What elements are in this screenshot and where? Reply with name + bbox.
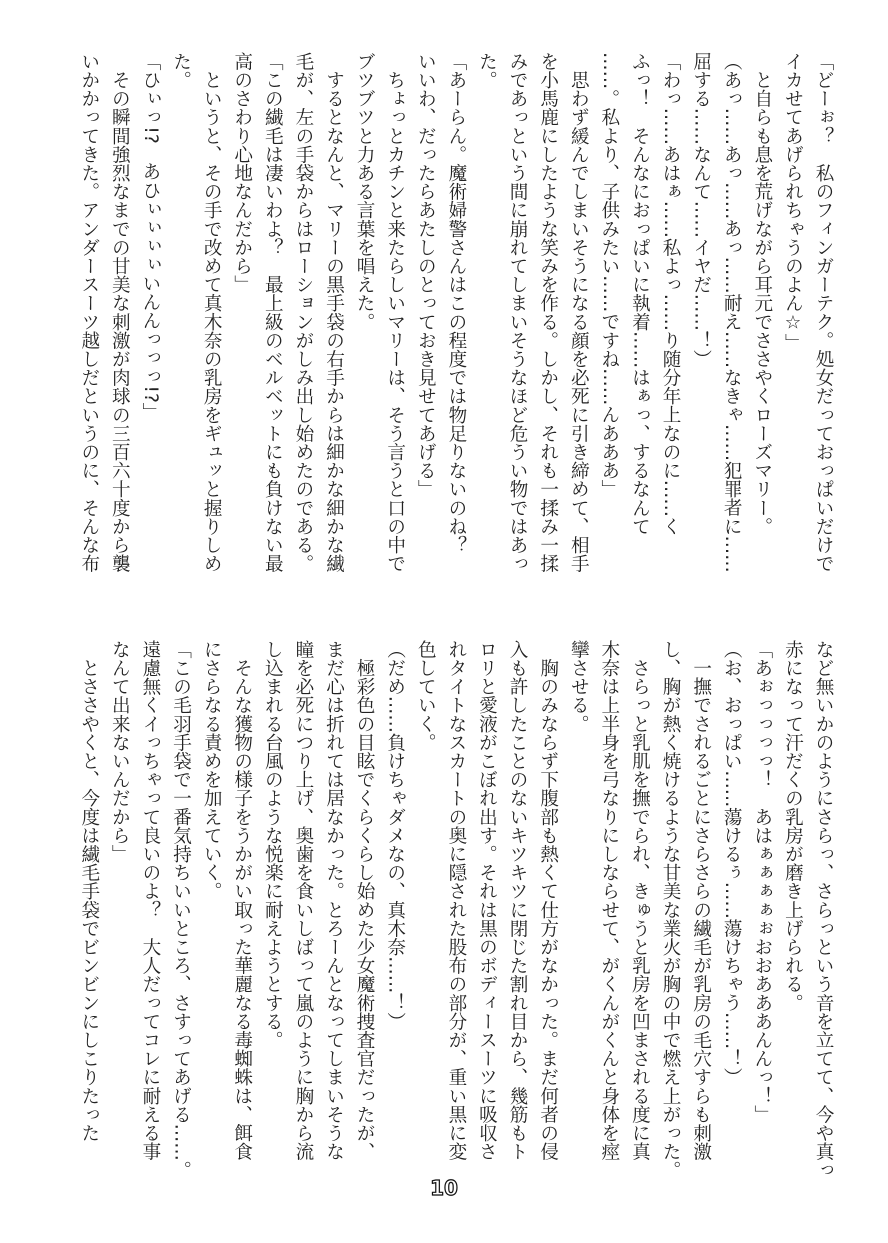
text-column: 「ひぃっ!? あひぃぃぃぃいんんっっっ!?」 xyxy=(139,52,161,422)
text-column: し込まれる台風のような悦楽に耐えようとする。 xyxy=(262,640,284,1050)
text-column: ロリと愛液がこぼれ出す。それは黒のボディースーツに吸収さ xyxy=(476,640,498,1161)
text-column: 高のさわり心地なんだから」 xyxy=(231,52,253,294)
text-column: まだ心は折れては居なかった。とろーんとなってしまいそうな xyxy=(323,640,345,1161)
text-column: とささやくと、今度は繊毛手袋でビンビンにしこりたった xyxy=(78,640,100,1143)
text-column: ちょっとカチンと来たらしいマリーは、そう言うと口の中で xyxy=(384,52,406,573)
text-column: イカせてあげられちゃうのよん☆」 xyxy=(782,52,804,352)
text-column: た。 xyxy=(476,52,498,90)
text-column: 毛が、左の手袋からはローションがしみ出し始めたのである。 xyxy=(292,52,314,573)
text-column: にさらなる責めを加えていく。 xyxy=(201,640,223,901)
text-column: ふっ！ そんなにおっぱいに執着……はぁっ、するなんて xyxy=(629,52,651,536)
text-column: というと、その手で改めて真木奈の乳房をギュッと握りしめ xyxy=(201,52,223,573)
text-column: いかかってきた。アンダースーツ越しだというのに、そんな布 xyxy=(78,52,100,573)
text-column: 「あーらん。魔術婦警さんはこの程度では物足りないのね？ xyxy=(445,52,467,555)
text-column: 瞳を必死につり上げ、奥歯を食いしばって嵐のように胸から流 xyxy=(292,640,314,1161)
text-column: た。 xyxy=(170,52,192,90)
text-column: 色していく。 xyxy=(415,640,437,752)
text-column: そんな獲物の様子をうかがい取った華麗なる毒蜘蛛は、餌食 xyxy=(231,640,253,1161)
text-column: みであっという間に崩れてしまいそうなほど危うい物ではあっ xyxy=(507,52,529,573)
text-column: 屈する……なんて……イヤだ……！） xyxy=(690,52,712,369)
text-column: ブツブツと力ある言葉を唱えた。 xyxy=(354,52,376,331)
text-column: その瞬間強烈なまでの甘美な刺激が肉球の三百六十度から襲 xyxy=(109,52,131,573)
text-column: 赤になって汗だくの乳房が磨き上げられる。 xyxy=(782,640,804,1012)
text-column: 極彩色の目眩でくらくらし始めた少女魔術捜査官だったが、 xyxy=(354,640,376,1161)
text-column: と自らも息を荒げながら耳元でささやくローズマリー。 xyxy=(751,52,773,536)
text-column: し、胸が熱く焼けるような甘美な業火が胸の中で燃え上がった。 xyxy=(660,640,682,1180)
text-column: 遠慮無くイっちゃって良いのよ？ 大人だってコレに耐える事 xyxy=(139,640,161,1161)
text-column: など無いかのようにさらっ、さらっという音を立てて、今や真っ xyxy=(813,640,834,1180)
text-column: 「わっ……あはぁ……私よっ……り随分年上なのに……く xyxy=(660,52,682,536)
text-column: 入も許したことのないキツキツに閉じた割れ目から、幾筋もト xyxy=(507,640,529,1161)
text-column: 「この繊毛は凄いわよ？ 最上級のベルベットにも負けない最 xyxy=(262,52,284,573)
text-column: 「この毛羽手袋で一番気持ちいいところ、さすってあげる……。 xyxy=(170,640,192,1180)
text-column: いいわ、だったらあたしのとっておき見せてあげる」 xyxy=(415,52,437,499)
text-column: 木奈は上半身を弓なりにしならせて、がくんがくんと身体を痙 xyxy=(598,640,620,1161)
text-column: 一撫でされるごとにさらさらの繊毛が乳房の毛穴すらも刺激 xyxy=(690,640,712,1161)
text-column: なんて出来ないんだから」 xyxy=(109,640,131,864)
page-number: 10 xyxy=(430,1176,458,1200)
text-block-top xyxy=(73,52,838,597)
text-column: 攣させる。 xyxy=(568,640,590,733)
text-column: （だめ……負けちゃダメなの、真木奈……！） xyxy=(384,640,406,1031)
text-column: 「あぉっっっっ！ あはぁぁぁぁぉおおあああんんっ！」 xyxy=(751,640,773,1124)
text-column: するとなんと、マリーの黒手袋の右手からは細かな細かな繊 xyxy=(323,52,345,573)
text-column: を小馬鹿にしたような笑みを作る。しかし、それも一揉み一揉 xyxy=(537,52,559,573)
text-block-bottom xyxy=(73,640,838,1180)
text-column: れタイトなスカートの奥に隠された股布の部分が、重い黒に変 xyxy=(445,640,467,1161)
text-column: （あっ……あっ……あっ……耐え……なきゃ……犯罪者に…… xyxy=(721,52,743,573)
text-column: 思わず緩んでしまいそうになる顔を必死に引き締めて、相手 xyxy=(568,52,590,573)
text-column: ……。私より、子供みたい……ですね……んあああ」 xyxy=(598,52,620,499)
text-column: （お、おっぱい……蕩けるぅ……蕩けちゃう……！） xyxy=(721,640,743,1087)
text-column: さらっと乳肌を撫でられ、きゅうと乳房を凹まされる度に真 xyxy=(629,640,651,1161)
text-column: 「どーぉ？ 私のフィンガーテク。処女だっておっぱいだけで xyxy=(813,52,834,573)
text-column: 胸のみならず下腹部も熱くて仕方がなかった。まだ何者の侵 xyxy=(537,640,559,1161)
